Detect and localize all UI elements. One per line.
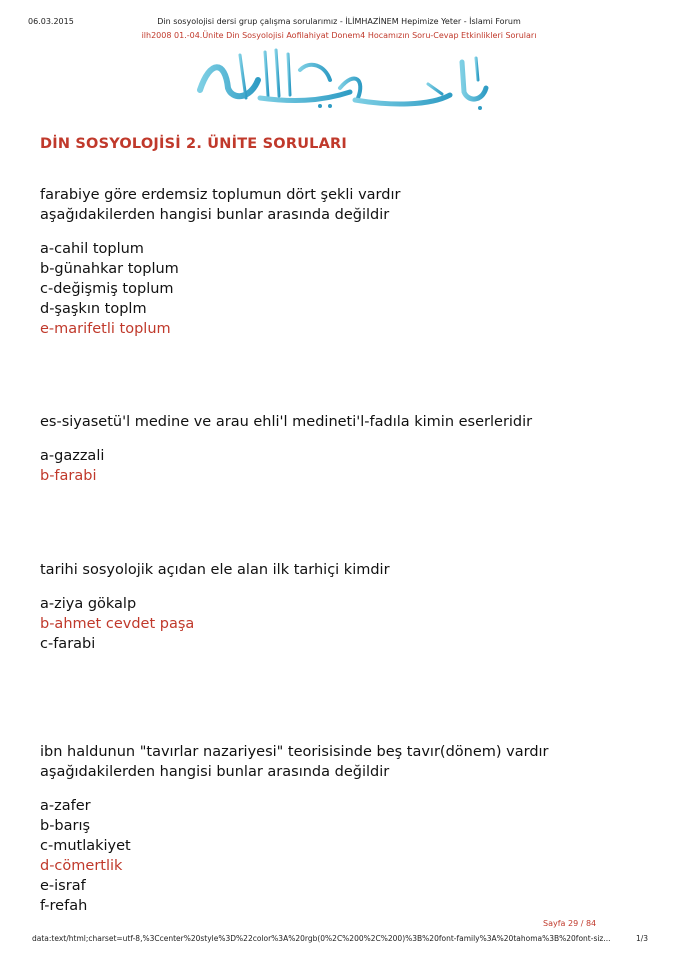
question-4 [40, 742, 549, 782]
question-line: es-siyasetü'l medine ve arau ehli'l medineti'l-fadıla kimin eserleridir [40, 414, 533, 430]
print-page-number: 1/3 [636, 934, 649, 943]
section-title: DİN SOSYOLOJİSİ 2. ÜNİTE SORULARI [40, 136, 347, 152]
print-url: data:text/html;charset=utf-8,%3Ccenter%20style%3D%22color%3A%20rgb(0%2C%200%2C%200)%3B%20font-family%3A%20tahoma%3B%20font-siz... [32, 934, 611, 943]
option: a-zafer [40, 798, 91, 814]
option: a-ziya gökalp [40, 596, 137, 612]
question-2-options [40, 446, 104, 486]
option: b-günahkar toplum [40, 261, 179, 277]
print-title: Din sosyolojisi dersi grup çalışma sorularımız - İLİMHAZİNEM Hepimize Yeter - İslami Forum [157, 17, 521, 26]
option: e-israf [40, 878, 86, 894]
question-4-options [40, 796, 131, 916]
option: f-refah [40, 898, 88, 914]
question-line: tarihi sosyolojik açıdan ele alan ilk tarhiçi kimdir [40, 562, 390, 578]
question-1-options [40, 239, 179, 339]
correct-option: b-farabi [40, 468, 97, 484]
option: b-barış [40, 818, 91, 834]
question-line: aşağıdakilerden hangisi bunlar arasında değildir [40, 207, 390, 223]
option: c-farabi [40, 636, 96, 652]
question-1 [40, 185, 400, 225]
print-date: 06.03.2015 [28, 17, 74, 26]
option: a-cahil toplum [40, 241, 144, 257]
option: c-mutlakiyet [40, 838, 131, 854]
question-2 [40, 412, 532, 432]
bismillah-calligraphy-icon [180, 40, 500, 112]
thread-subtitle: ilh2008 01.-04.Ünite Din Sosyolojisi Aofilahiyat Donem4 Hocamızın Soru-Cevap Etkinlikleri Soruları [141, 31, 537, 40]
option: c-değişmiş toplum [40, 281, 174, 297]
question-line: aşağıdakilerden hangisi bunlar arasında değildir [40, 764, 390, 780]
forum-page-number: Sayfa 29 / 84 [543, 919, 597, 928]
option: a-gazzali [40, 448, 105, 464]
option: d-şaşkın toplm [40, 301, 147, 317]
question-line: farabiye göre erdemsiz toplumun dört şekli vardır [40, 187, 401, 203]
correct-option: e-marifetli toplum [40, 321, 171, 337]
question-3-options [40, 594, 194, 654]
question-line: ibn haldunun "tavırlar nazariyesi" teorisisinde beş tavır(dönem) vardır [40, 744, 549, 760]
question-3 [40, 560, 390, 580]
correct-option: b-ahmet cevdet paşa [40, 616, 195, 632]
correct-option: d-cömertlik [40, 858, 123, 874]
